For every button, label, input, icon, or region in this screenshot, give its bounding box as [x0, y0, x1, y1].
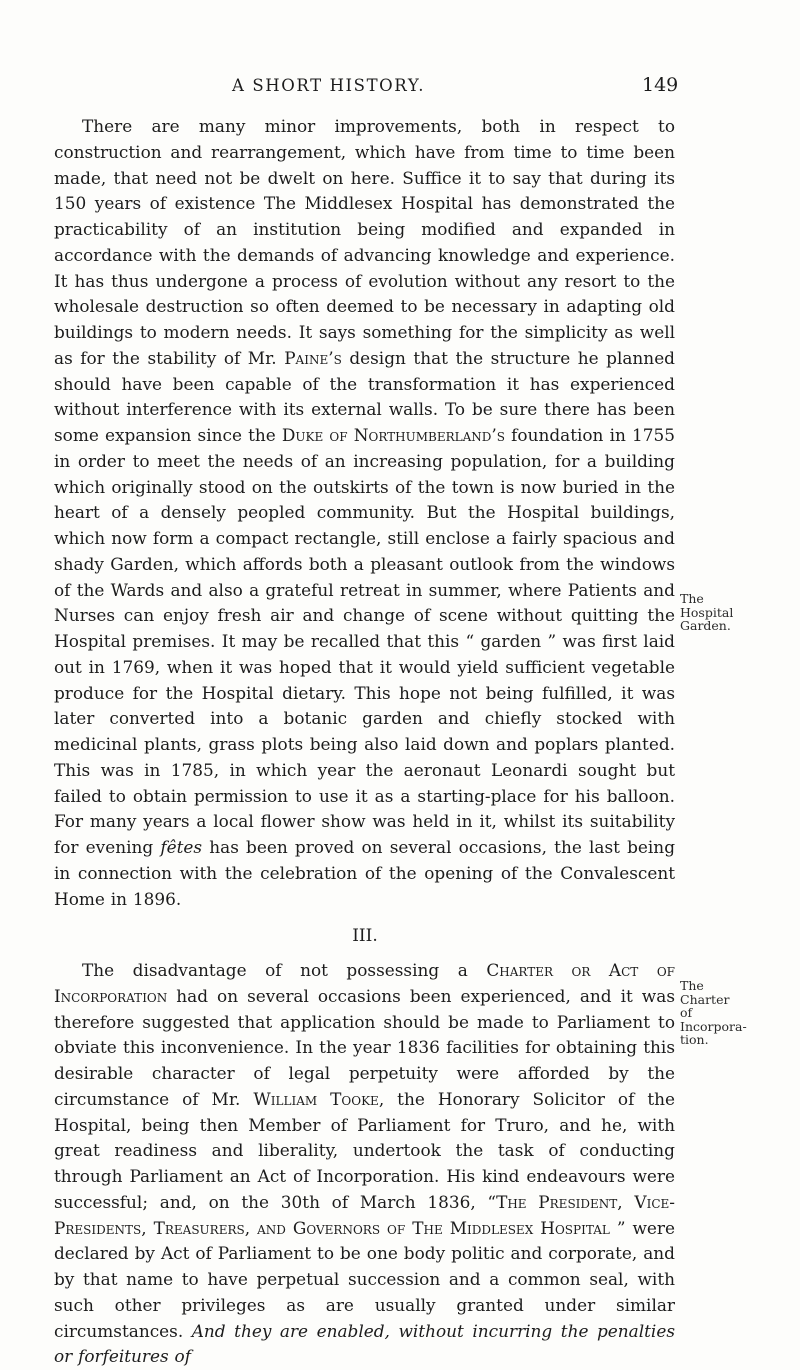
paragraph-text: ” were declared by Act of Parliament to be one body politic and corporate, and by that name to have perpetual succession and a common seal, with such other privileges as are usually granted under similar circumstances.: [54, 1217, 675, 1341]
paragraph-text: The disadvantage of not possessing a: [82, 960, 487, 980]
charter-title: Charter or Act of Incorporation: [54, 960, 675, 1006]
paragraph-text: There are many minor improvements, both in respect to construction and rearrangement, which have from time to time been made, that need not be dwelt on here. Suffice it to say that during its 150 years of existence The Middlesex Hospital has demonstrated the practicability of an institution being modified and expanded in accordance with the demands of advancing knowledge and experience. It has thus undergone a process of evolution without any resort to the wholesale destruction so often deemed to be necessary in adapting old buildings to modern needs. It says something for the simplicity as well as for the stability of Mr.: [54, 116, 675, 368]
margin-note-garden: The Hospital Garden.: [680, 591, 734, 633]
italic-word-fetes: fêtes: [160, 837, 203, 857]
paragraph-text: , the Honorary Solicitor of the Hospital, being then Member of Parliament for Truro, and he, with great readiness and liberality, undertook the task of conducting through Parliament an Act of Incorporation. His kind endeavours were successful; and, on the 30th of March 1836, “: [54, 1088, 675, 1212]
person-name-tooke: William Tooke: [253, 1088, 379, 1109]
paragraph-text: foundation in 1755 in order to meet the needs of an increasing population, for a building which originally stood on the outskirts of the town is now buried in the heart of a densely peopled community. But the Hospital buildings, which now form a compact rectangle, still enclose a fairly spacious and shady Garden, which affords both a pleasant outlook from the windows of the Wards and also a grateful retreat in summer, where Patients and Nurses can enjoy fresh air and change of scene without quitting the Hospital premises. It may be recalled that this “ garden ” was first laid out in 1769, when it was hoped that it would yield sufficient vegetable produce for the Hospital dietary. This hope not being fulfilled, it was later converted into a botanic garden and chiefly stocked with medicinal plants, grass plots being also laid down and poplars planted. This was in 1785, in which year the aeronaut Leonardi sought but failed to obtain permission to use it as a starting-place for his balloon. For many years a local flower show was held in it, whilst its suitability for evening: [54, 425, 675, 857]
section-heading: III.: [352, 926, 378, 946]
paragraph-text: design that the structure he planned should have been capable of the transformation it has experienced without interference with its external walls. To be sure there has been some expansion since the: [54, 347, 675, 445]
paragraph-garden: [54, 114, 675, 912]
paragraph-text: has been proved on several occasions, the last being in connection with the celebration of the opening of the Convalescent Home in 1896.: [54, 837, 676, 909]
margin-note-charter: The Charter of Incorpora-tion.: [680, 978, 747, 1047]
person-name-paine: Paine’s: [284, 347, 342, 368]
paragraph-text: had on several occasions been experienced, and it was therefore suggested that application should be made to Parliament to obviate this inconvenience. In the year 1836 facilities for obtaining this desirable character of legal perpetuity were afforded by the circumstance of Mr.: [54, 985, 675, 1109]
running-head: A SHORT HISTORY.: [232, 76, 426, 95]
page-number: 149: [642, 74, 679, 96]
italic-continuation: And they are enabled, without incurring the penalties or forfeitures of: [54, 1320, 675, 1367]
paragraph-charter: [54, 958, 675, 1370]
corporate-name: The President, Vice-Presidents, Treasurers, and Governors of The Middlesex Hospital: [54, 1191, 675, 1238]
person-name-duke: Duke of Northumberland’s: [281, 425, 505, 445]
